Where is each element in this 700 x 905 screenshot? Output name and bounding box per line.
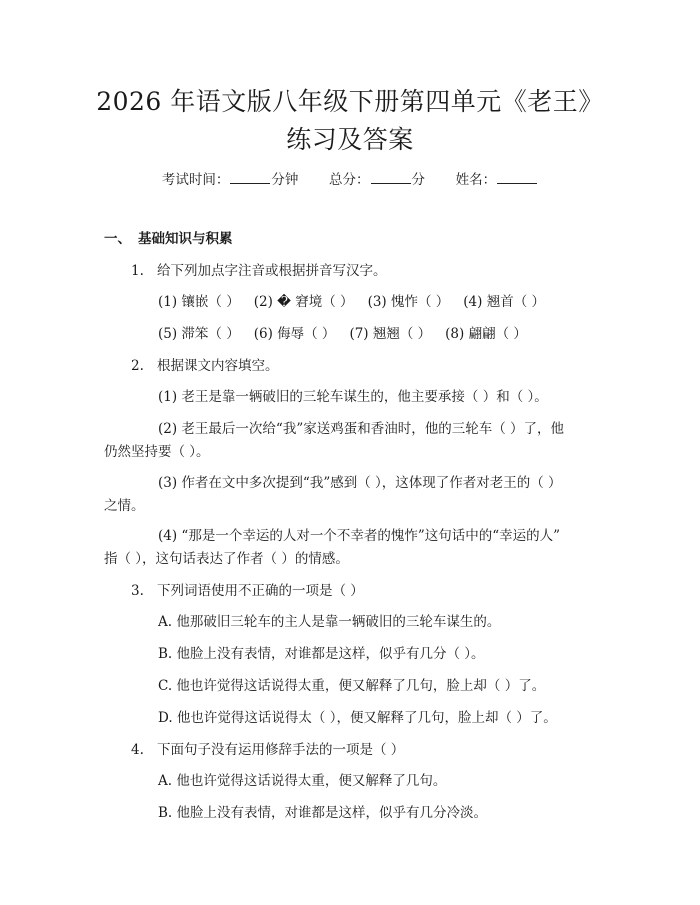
question-1 bbox=[131, 262, 387, 280]
exam-time-label: 考试时间： bbox=[161, 172, 230, 188]
question-text: 给下列加点字注音或根据拼音写汉字。 bbox=[157, 263, 387, 279]
item-1: (1) 镶嵌（ ） bbox=[158, 294, 240, 310]
exam-time-unit: 分钟 bbox=[271, 172, 299, 188]
question-text: 下面句子没有运用修辞手法的一项是（ ） bbox=[157, 742, 405, 758]
question-2-sub-1: (1) 老王是靠一辆破旧的三轮车谋生的，他主要承接（ ）和（ ）。 bbox=[158, 389, 548, 405]
section-number: 一、 bbox=[104, 231, 131, 247]
question-number: 3. bbox=[131, 583, 144, 599]
exam-time-blank bbox=[230, 170, 270, 184]
total-score-unit: 分 bbox=[411, 172, 425, 188]
item-3: (3) 愧怍（ ） bbox=[367, 294, 450, 310]
question-4-option-a: A. 他也许觉得这话说得太重，便又解释了几句。 bbox=[158, 773, 447, 789]
section-title: 基础知识与积累 bbox=[138, 231, 233, 247]
item-4: (4) 翘首（ ） bbox=[463, 294, 545, 310]
name-blank bbox=[497, 170, 537, 184]
question-2-sub-3-line2: 之情。 bbox=[104, 498, 145, 514]
question-2-sub-2-line2: 仍然坚持要（ ）。 bbox=[104, 444, 210, 460]
question-2-sub-4-line2: 指（ ），这句话表达了作者（ ）的情感。 bbox=[104, 551, 349, 567]
question-number: 4. bbox=[131, 742, 144, 758]
question-number: 2. bbox=[131, 358, 144, 374]
section-heading bbox=[104, 230, 233, 248]
name-label: 姓名： bbox=[455, 172, 497, 188]
exam-meta bbox=[0, 168, 700, 188]
question-3-option-a: A. 他那破旧三轮车的主人是靠一辆破旧的三轮车谋生的。 bbox=[158, 614, 501, 630]
question-3 bbox=[131, 582, 364, 600]
item-6: (6) 侮辱（ ） bbox=[253, 326, 336, 342]
question-text: 根据课文内容填空。 bbox=[157, 358, 279, 374]
question-2-sub-2-line1: (2) 老王最后一次给“我”家送鸡蛋和香油时，他的三轮车（ ）了，他 bbox=[158, 421, 565, 437]
document-title-line1: 2026 年语文版八年级下册第四单元《老王》 bbox=[96, 87, 604, 116]
item-8: (8) 翩翩（ ） bbox=[445, 326, 527, 342]
question-number: 1. bbox=[131, 263, 144, 279]
item-7: (7) 翘翘（ ） bbox=[349, 326, 432, 342]
item-2: (2) � 窘境（ ） bbox=[253, 294, 354, 310]
question-text: 下列词语使用不正确的一项是（ ） bbox=[157, 583, 364, 599]
question-3-option-b: B. 他脸上没有表情，对谁都是这样，似乎有几分（ ）。 bbox=[158, 646, 485, 662]
question-2-sub-3-line1: (3) 作者在文中多次提到“我”感到（ ），这体现了作者对老王的（ ） bbox=[158, 475, 562, 491]
question-1-row2 bbox=[158, 325, 541, 343]
document-title-line2: 练习及答案 bbox=[286, 125, 414, 154]
question-2-sub-4-line1: (4) “那是一个幸运的人对一个不幸者的愧怍”这句话中的“幸运的人” bbox=[158, 528, 561, 544]
question-3-option-d: D. 他也许觉得这话说得太（ ），便又解释了几句，脸上却（ ）了。 bbox=[158, 710, 557, 726]
question-2 bbox=[131, 357, 279, 375]
question-4 bbox=[131, 741, 404, 759]
question-3-option-c: C. 他也许觉得这话说得太重，便又解释了几句，脸上却（ ）了。 bbox=[158, 678, 546, 694]
question-1-row1 bbox=[158, 293, 559, 311]
total-score-label: 总分： bbox=[329, 172, 370, 188]
question-4-option-b: B. 他脸上没有表情，对谁都是这样，似乎有几分冷淡。 bbox=[158, 805, 488, 821]
item-5: (5) 滞笨（ ） bbox=[158, 326, 240, 342]
total-score-blank bbox=[371, 170, 411, 184]
